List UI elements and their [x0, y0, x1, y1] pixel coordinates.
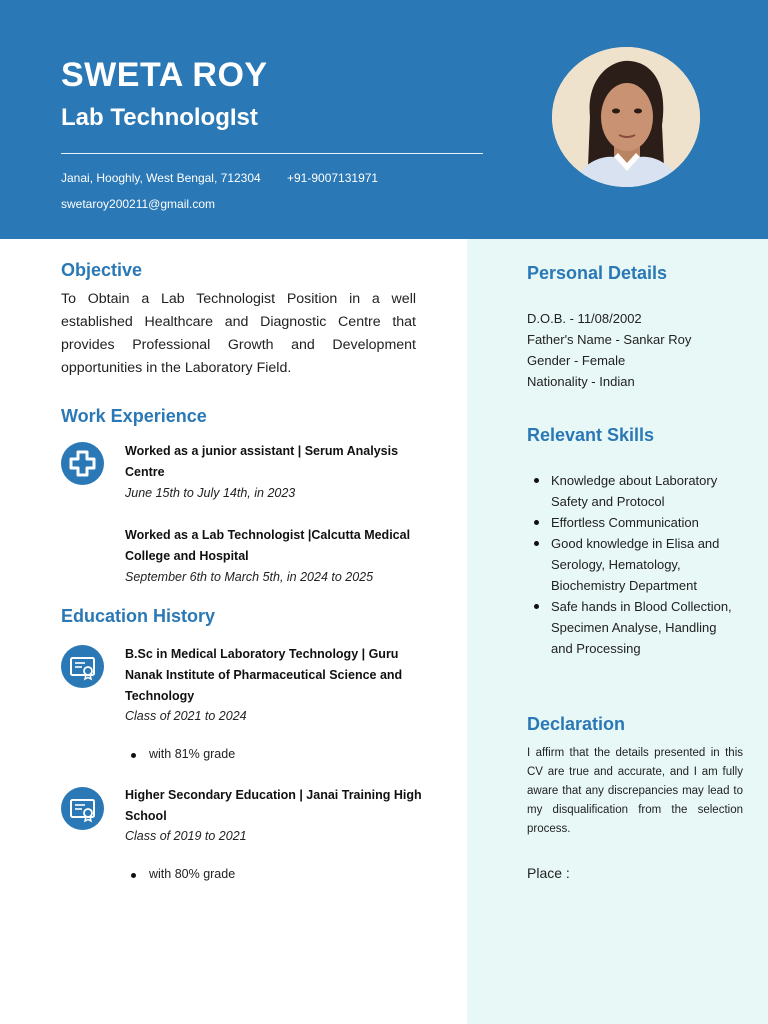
certificate-icon: [61, 787, 104, 830]
candidate-role: Lab TechnologIst: [61, 104, 258, 131]
education-entry: [125, 785, 425, 847]
candidate-name: SWETA ROY: [61, 56, 268, 94]
education-date: Class of 2019 to 2021: [125, 829, 247, 843]
father-name-text: Father's Name - Sankar Roy: [527, 332, 692, 347]
education-grade: [131, 867, 235, 881]
skill-item: Safe hands in Blood Collection, Specimen Analyse, Handling and Processing: [527, 596, 737, 659]
education-title: Higher Secondary Education | Janai Training High School: [125, 788, 422, 823]
declaration-text: I affirm that the details presented in this CV are true and accurate, and I am fully aware that any discrepancies may lead to my disqualification from the selection process.: [527, 747, 743, 835]
job-title: Worked as a junior assistant | Serum Analysis Centre: [125, 444, 399, 479]
portrait-illustration: [552, 47, 700, 187]
job-title: Worked as a Lab Technologist |Calcutta Medical College and Hospital: [125, 528, 411, 563]
education-grade: [131, 747, 235, 761]
job-date: June 15th to July 14th, in 2023: [125, 486, 296, 500]
work-experience-heading: Work Experience: [61, 406, 207, 426]
job-date: September 6th to March 5th, in 2024 to 2025: [125, 570, 374, 584]
contact-address: Janai, Hooghly, West Bengal, 712304: [61, 171, 261, 185]
resume-header: [0, 0, 768, 239]
education-heading: Education History: [61, 606, 216, 626]
education-date: Class of 2021 to 2024: [125, 709, 247, 723]
dob-text: D.O.B. - 11/08/2002: [527, 311, 642, 326]
objective-text: To Obtain a Lab Technologist Position in a well established Healthcare and Diagnostic Centre that provides Professional Growth and Development opportunities in the Laboratory Field.: [61, 291, 416, 376]
certificate-icon: [61, 645, 104, 688]
job-entry: [125, 525, 425, 588]
contact-email: swetaroy200211@gmail.com: [61, 197, 216, 211]
medical-cross-icon: [61, 442, 104, 485]
education-title: B.Sc in Medical Laboratory Technology | Guru Nanak Institute of Pharmaceutical Science and Technology: [125, 647, 403, 703]
skill-item: Effortless Communication: [527, 512, 737, 533]
place-label: Place :: [527, 865, 570, 881]
header-divider: [61, 153, 483, 154]
declaration-heading: Declaration: [527, 714, 626, 734]
skill-item: Good knowledge in Elisa and Serology, Hematology, Biochemistry Department: [527, 533, 737, 596]
grade-text: with 81% grade: [149, 747, 236, 761]
personal-details-heading: Personal Details: [527, 263, 668, 283]
grade-text: with 80% grade: [149, 867, 236, 881]
skills-heading: Relevant Skills: [527, 425, 655, 445]
contact-phone: +91-9007131971: [287, 171, 379, 185]
skill-item: Knowledge about Laboratory Safety and Protocol: [527, 470, 737, 512]
skills-list: [527, 470, 737, 659]
nationality-text: Nationality - Indian: [527, 374, 635, 389]
job-entry: [125, 441, 425, 504]
objective-heading: Objective: [61, 260, 143, 280]
gender-text: Gender - Female: [527, 353, 626, 368]
profile-photo: [552, 47, 700, 187]
education-entry: [125, 644, 425, 727]
